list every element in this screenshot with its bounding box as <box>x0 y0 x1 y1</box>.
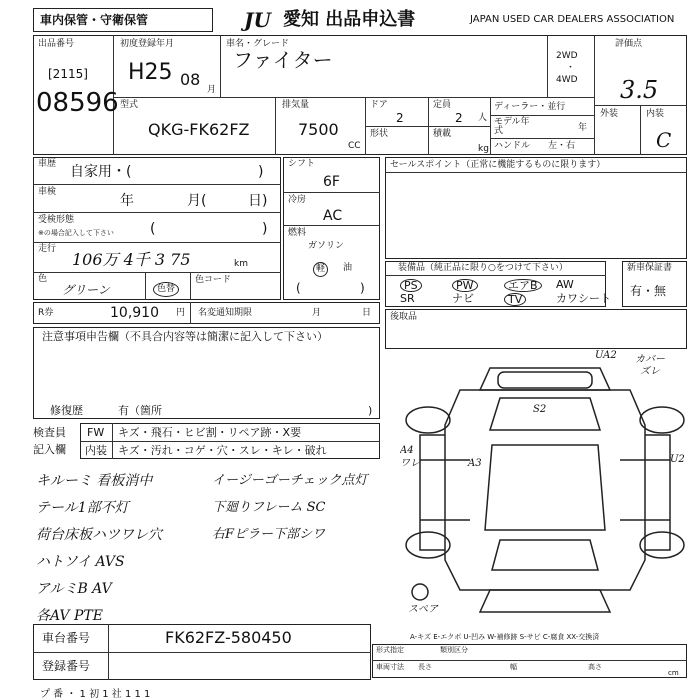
car-width: 幅 <box>510 663 517 671</box>
inspection-day: 日) <box>248 193 268 209</box>
bottom-row: プ 番 ・ 1 初 1 社 1 1 1 <box>40 689 151 700</box>
cm-unit: cm <box>668 669 679 677</box>
fuel-open: ( <box>296 281 301 295</box>
warranty-label: 新車保証書 <box>627 263 673 273</box>
car-name-value: ファイター <box>233 48 333 72</box>
fuel-value: ガソリン <box>308 241 345 251</box>
form-spec-block <box>372 644 687 678</box>
int-label: 内装 <box>646 109 665 119</box>
repair-label: 修復歴 <box>50 404 83 417</box>
form-spec-2: 類別区分 <box>440 646 468 654</box>
diagram-label-ware: ワレ <box>400 458 420 469</box>
handwritten-line: 荷台床板ハツワレ穴 <box>36 527 162 543</box>
grade-value: 3.5 <box>620 76 659 104</box>
notice-month: 月 <box>312 308 322 318</box>
lot-number: 08596 <box>36 88 119 118</box>
drive-dot: ・ <box>566 63 576 73</box>
history-label: 車歴 <box>38 159 57 169</box>
shift-label: シフト <box>288 159 316 169</box>
diagram-legend: A-キズ E-エクボ U-凹み W-補修跡 S-サビ C-腐食 XX-交換済 <box>410 633 600 641</box>
car-size-label: 車両寸法 <box>376 663 404 671</box>
handwritten-line: 各AV PTE <box>36 608 103 624</box>
capacity-label: 定員 <box>433 100 452 110</box>
repair-value: 有（箇所 <box>118 404 162 417</box>
top-info-block <box>33 35 687 155</box>
handwritten-line: ハトソイ AVS <box>36 554 125 570</box>
dealer-label: ディーラー・並行 <box>494 102 566 112</box>
displacement-value: 7500 <box>298 120 339 139</box>
doors-value: 2 <box>396 111 404 125</box>
registration-month-unit: 月 <box>207 85 217 95</box>
capacity-value: 2 <box>455 111 463 125</box>
form-subtitle: JAPAN USED CAR DEALERS ASSOCIATION <box>470 14 675 25</box>
inspection-month: 月( <box>187 193 207 209</box>
notes-label: 注意事項申告欄（不具合内容等は簡潔に記入して下さい） <box>42 330 328 343</box>
doors-label: ドア <box>370 100 388 110</box>
repair-close: ) <box>368 404 373 417</box>
model-year-label: モデル年式 <box>494 117 530 136</box>
handwritten-line: キルーミ 看板消中 <box>36 473 153 489</box>
equipment-item-pw: PW <box>452 279 478 292</box>
fw-label: FW <box>87 426 105 439</box>
after-install-label: 後取品 <box>390 312 418 322</box>
diagram-label-a4: A4 <box>400 445 414 456</box>
equipment-item-tv: TV <box>504 293 526 306</box>
receipt-label: 受検形態 <box>38 215 75 225</box>
handwritten-line: テール1部不灯 <box>36 500 129 516</box>
grade-label: 評価点 <box>615 39 643 49</box>
form-spec-1: 形式指定 <box>376 646 404 654</box>
diagram-label-u2: U2 <box>670 454 685 465</box>
shape-label: 形状 <box>370 129 389 139</box>
car-length: 長さ <box>418 663 432 671</box>
wheel-front-left <box>406 407 450 433</box>
history-value: 自家用・( <box>70 164 132 180</box>
displacement-label: 排気量 <box>282 100 310 110</box>
equipment-item-sr: SR <box>400 292 415 305</box>
mileage-label: 走行 <box>38 244 57 254</box>
int-value: C <box>656 128 672 152</box>
wheel-rear-right <box>640 532 684 558</box>
color-value: グリーン <box>62 283 110 297</box>
handle-value: 左・右 <box>548 141 576 151</box>
tax-unit: 円 <box>176 308 186 318</box>
equipment-item-aw: AW <box>556 278 574 291</box>
wheel-front-right <box>640 407 684 433</box>
diagram-label-ua2: UA2 <box>595 350 617 361</box>
drive-2wd: 2WD <box>556 51 578 61</box>
warranty-value: 有・無 <box>630 284 667 298</box>
handwritten-line-right: 下廻りフレーム SC <box>212 500 326 515</box>
ac-value: AC <box>323 208 343 224</box>
displacement-unit: CC <box>348 141 361 151</box>
notice-day: 日 <box>362 308 372 318</box>
registration-year: H25 <box>128 60 173 85</box>
spare-circle <box>412 584 428 600</box>
receipt-note: ※の場合記入して下さい <box>38 229 114 237</box>
handle-label: ハンドル <box>494 141 531 151</box>
history-close: ) <box>258 164 264 180</box>
after-install-block <box>385 309 687 349</box>
handwritten-line-right: イージーゴーチェック点灯 <box>212 473 368 488</box>
receipt-close: ) <box>262 221 268 237</box>
tax-label: R券 <box>38 308 54 318</box>
inspection-year: 年 <box>120 193 134 209</box>
equipment-label: 装備品（純正品に限り○をつけて下さい） <box>398 263 568 273</box>
storage-label: 車内保管・守衛保管 <box>40 13 149 27</box>
diagram-label-a3: A3 <box>468 458 482 469</box>
model-label: 型式 <box>120 100 139 110</box>
inspector-label-2: 記入欄 <box>33 443 66 456</box>
diagram-label-zure: ズレ <box>640 366 660 377</box>
equipment-item-カワシート: カワシート <box>556 292 611 305</box>
drive-4wd: 4WD <box>556 75 578 85</box>
mileage-value: 106万 4千 3 75 <box>72 250 191 269</box>
registration-month: 08 <box>180 70 201 89</box>
lot-sub: [2115] <box>48 67 88 81</box>
form-title: 愛知 出品申込書 <box>283 9 416 30</box>
load-label: 積載 <box>433 129 452 139</box>
ext-label: 外装 <box>600 109 619 119</box>
lot-label: 出品番号 <box>38 39 75 49</box>
model-value: QKG-FK62FZ <box>148 120 250 139</box>
color-label: 色 <box>38 274 48 284</box>
diagram-label-spare: スペア <box>408 604 438 615</box>
fuel-label: 燃料 <box>288 228 307 238</box>
wheel-rear-left <box>406 532 450 558</box>
handwritten-line-right: 右Fピラー下部シワ <box>212 527 326 542</box>
capacity-unit: 人 <box>478 113 488 123</box>
mileage-unit: km <box>234 259 248 269</box>
chassis-label: 車台番号 <box>42 631 91 645</box>
notice-label: 名変通知期限 <box>198 308 253 318</box>
int-items: キズ・汚れ・コゲ・穴・スレ・キレ・破れ <box>118 444 327 457</box>
car-damage-diagram <box>400 350 690 620</box>
ac-label: 冷房 <box>288 195 307 205</box>
fuel-close: ) <box>360 281 365 295</box>
int-row-label: 内装 <box>85 444 107 457</box>
tax-amount: 10,910 <box>110 305 159 321</box>
car-name-label: 車名・グレード <box>226 39 290 49</box>
handwritten-line: アルミB AV <box>36 581 112 597</box>
equipment-item-ナビ: ナビ <box>452 292 474 305</box>
fuel-circled: 軽 <box>313 262 328 277</box>
receipt-open: ( <box>150 221 156 237</box>
equipment-item-ps: PS <box>400 279 422 292</box>
fuel-extra: 油 <box>343 263 353 273</box>
car-height: 高さ <box>588 663 602 671</box>
inspector-label-1: 検査員 <box>33 426 66 439</box>
fw-items: キズ・飛石・ヒビ割・リペア跡・X要 <box>118 426 302 439</box>
ju-logo: JU <box>244 8 271 32</box>
load-unit: kg <box>478 144 489 154</box>
diagram-label-cover: カバー <box>635 354 665 365</box>
equipment-item-エアb: エアB <box>504 279 542 292</box>
reg-label: 登録番号 <box>42 659 91 673</box>
sales-point-label: セールスポイント（正常に機能するものに限ります） <box>390 160 606 170</box>
color-code-label: 色コード <box>195 275 232 285</box>
model-year-unit: 年 <box>578 123 588 133</box>
color-change: 色替 <box>153 282 179 297</box>
inspection-label: 車検 <box>38 187 57 197</box>
registration-label: 初度登録年月 <box>120 39 175 49</box>
shift-value: 6F <box>323 174 340 190</box>
chassis-value: FK62FZ-580450 <box>165 628 292 647</box>
diagram-label-s2: S2 <box>533 404 547 415</box>
